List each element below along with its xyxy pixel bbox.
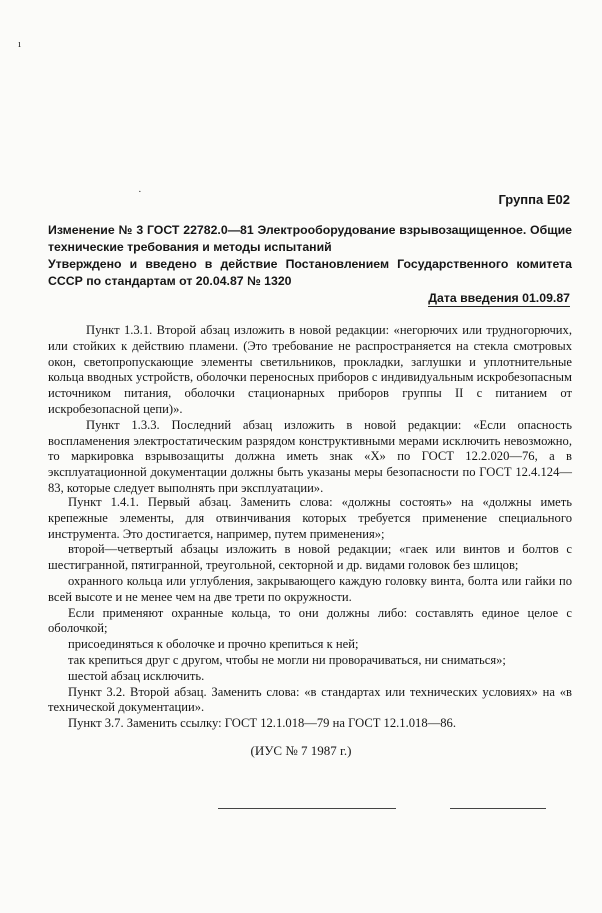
introduction-date: Дата введения 01.09.87 <box>428 291 570 305</box>
paragraph: Пункт 1.3.3. Последний абзац изложить в новой редакции: «Если опасность воспламенения электростатическим разрядом конструктивными мерами исключить невозможно, то маркировка взрывозащиты должна иметь знак «Х» по ГОСТ 12.2.020—76, а в эксплуатационной документации должны быть указаны меры безопасности по ГОСТ 12.4.124—83, которые следует выполнять при эксплуатации». <box>48 417 572 495</box>
group-label: Группа Е02 <box>498 192 570 207</box>
paragraph: Пункт 1.4.1. Первый абзац. Заменить слова: «должны состоять» на «должны иметь крепежные элементы, для отвинчивания которых требуется применение специального инструмента. Это достигается, например, путем применения»; <box>48 495 572 541</box>
scan-mark: ı <box>18 38 22 50</box>
divider <box>450 808 546 809</box>
approval-note: Утверждено и введено в действие Постановлением Государственного комитета СССР по стандартам от 20.04.87 № 1320 <box>48 257 572 288</box>
paragraph: Пункт 3.7. Заменить ссылку: ГОСТ 12.1.018—79 на ГОСТ 12.1.018—86. <box>68 716 456 731</box>
text-block-1 <box>48 323 572 497</box>
scan-mark: · <box>138 186 142 198</box>
divider <box>218 808 396 809</box>
paragraph: шестой абзац исключить. <box>68 668 205 683</box>
paragraph: так крепиться друг с другом, чтобы не могли ни проворачиваться, ни сниматься»; <box>68 652 506 667</box>
ius-reference: (ИУС № 7 1987 г.) <box>250 743 352 758</box>
text-block-2 <box>48 495 572 732</box>
paragraph: Пункт 1.3.1. Второй абзац изложить в новой редакции: «негорючих или трудногорючих, или стойких к действию пламени. (Это требование не распространяется на стекла смотровых окон, светопропускающие элементы светильников, прокладки, заглушки и уплотнительные кольца вводных устройств, оболочки переносных приборов с индивидуальным искробезопасным источником питания, оболочки стационарных приборов группы II с питанием от искробезопасной цепи)». <box>48 323 572 416</box>
paragraph: присоединяться к оболочке и прочно крепиться к ней; <box>68 637 359 652</box>
paragraph: второй—четвертый абзацы изложить в новой редакции; «гаек или винтов и болтов с шестигранной, пятигранной, треугольной, секторной и др. видами головок без шлицов; <box>48 542 572 573</box>
change-title: Изменение № 3 ГОСТ 22782.0—81 Электрооборудование взрывозащищенное. Общие технические требования и методы испытаний <box>48 223 572 254</box>
paragraph: Пункт 3.2. Второй абзац. Заменить слова: «в стандартах или технических условиях» на «в технической документации». <box>48 684 572 715</box>
paragraph: Если применяют охранные кольца, то они должны либо: составлять единое целое с оболочкой; <box>48 605 572 636</box>
paragraph: охранного кольца или углубления, закрывающего каждую головку винта, болта или гайки по всей высоте и не менее чем на две трети по окружности. <box>48 573 572 604</box>
